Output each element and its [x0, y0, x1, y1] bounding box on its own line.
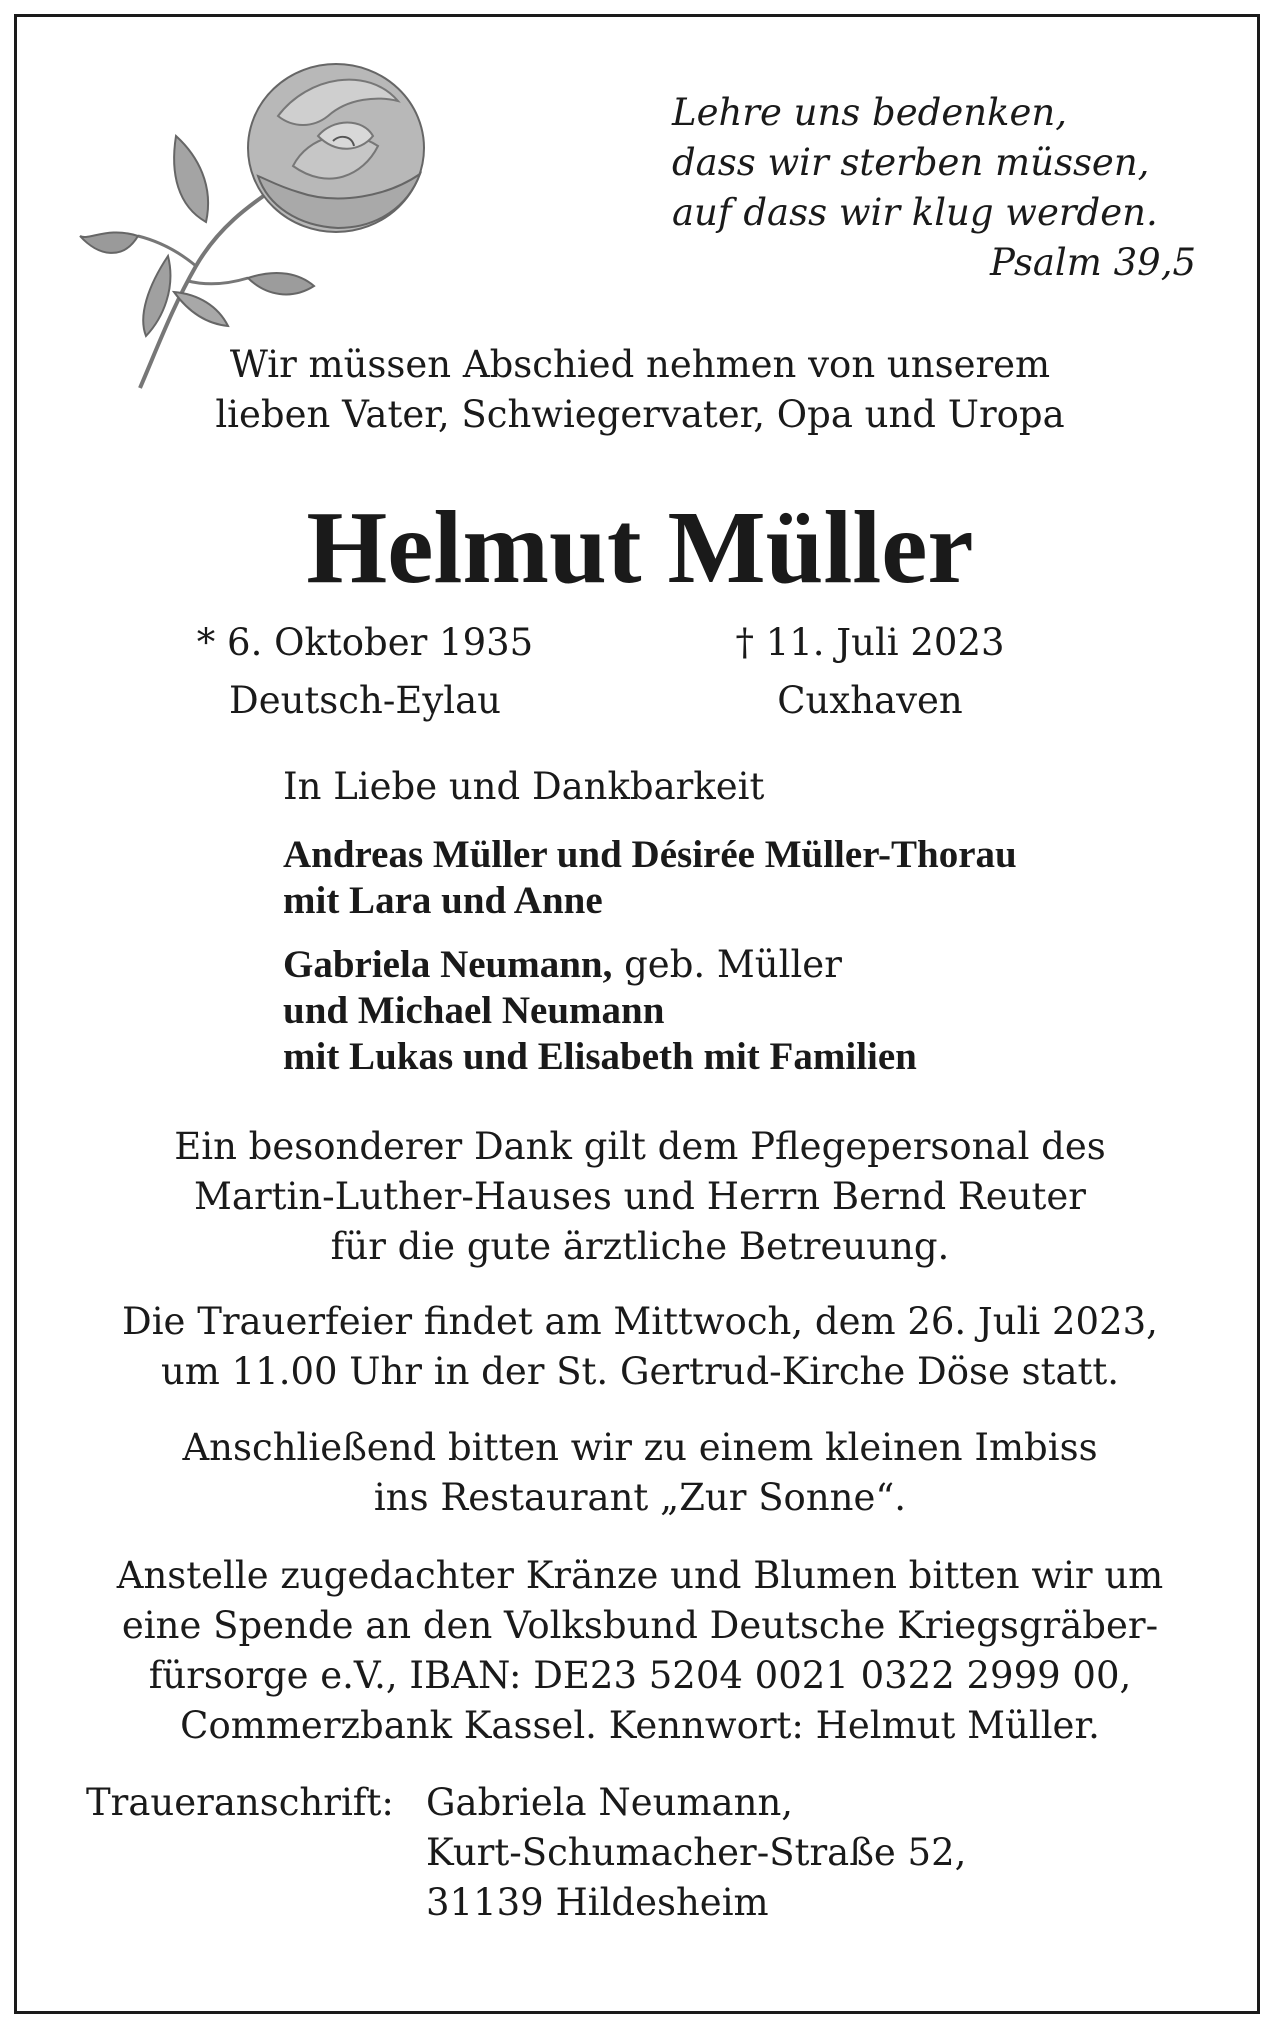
thanks-line: Ein besonderer Dank gilt dem Pflegepersonal des: [174, 1125, 1106, 1168]
donation-line: Anstelle zugedachter Kränze und Blumen bitten wir um: [116, 1554, 1164, 1597]
intro-text: [0, 340, 1280, 440]
address-lines: [426, 1778, 966, 1928]
mourner-group: [283, 942, 1183, 1080]
mourner-name: Gabriela Neumann,: [283, 943, 613, 986]
donation-line: fürsorge e.V., IBAN: DE23 5204 0021 0322 2999 00,: [148, 1654, 1132, 1697]
mourner-line: und Michael Neumann: [283, 989, 665, 1032]
mourners-lead: In Liebe und Dankbarkeit: [283, 765, 765, 808]
verse-line: dass wir sterben müssen,: [672, 141, 1150, 184]
address-line: Gabriela Neumann,: [426, 1781, 794, 1824]
intro-line: Wir müssen Abschied nehmen von unserem: [229, 343, 1051, 386]
mourners-list: [283, 764, 1183, 1098]
verse-reference: Psalm 39,5: [989, 241, 1196, 284]
mourner-maiden-name: geb. Müller: [612, 943, 842, 986]
reception-line: ins Restaurant „Zur Sonne“.: [373, 1476, 907, 1519]
donation-text: [0, 1551, 1280, 1751]
mourner-line: mit Lukas und Elisabeth mit Familien: [283, 1035, 917, 1078]
psalm-verse: [636, 88, 1196, 288]
birth-info: [135, 614, 595, 730]
verse-line: auf dass wir klug werden.: [672, 191, 1158, 234]
thanks-text: [0, 1122, 1280, 1272]
reception-line: Anschließend bitten wir zu einem kleinen Imbiss: [182, 1426, 1098, 1469]
donation-line: Commerzbank Kassel. Kennwort: Helmut Müller.: [180, 1704, 1100, 1747]
service-text: [0, 1297, 1280, 1397]
death-info: [640, 614, 1100, 730]
reception-text: [0, 1423, 1280, 1523]
intro-line: lieben Vater, Schwiegervater, Opa und Uropa: [215, 393, 1065, 436]
death-place: Cuxhaven: [777, 679, 963, 722]
service-line: Die Trauerfeier findet am Mittwoch, dem 26. Juli 2023,: [122, 1300, 1158, 1343]
mourner-line: Andreas Müller und Désirée Müller-Thorau: [283, 833, 1017, 876]
verse-line: Lehre uns bedenken,: [672, 91, 1067, 134]
address-line: 31139 Hildesheim: [426, 1881, 769, 1924]
address-label: Traueranschrift:: [86, 1781, 394, 1824]
address-line: Kurt-Schumacher-Straße 52,: [426, 1831, 967, 1874]
mourner-line: mit Lara und Anne: [283, 879, 603, 922]
death-date: † 11. Juli 2023: [735, 621, 1005, 664]
thanks-line: für die gute ärztliche Betreuung.: [330, 1225, 950, 1268]
donation-line: eine Spende an den Volksbund Deutsche Kriegsgräber-: [121, 1604, 1159, 1647]
deceased-name: Helmut Müller: [306, 490, 974, 605]
thanks-line: Martin-Luther-Hauses und Herrn Bernd Reuter: [194, 1175, 1086, 1218]
birth-date: * 6. Oktober 1935: [196, 621, 534, 664]
mourner-group: [283, 832, 1183, 924]
service-line: um 11.00 Uhr in der St. Gertrud-Kirche Döse statt.: [160, 1350, 1120, 1393]
birth-place: Deutsch-Eylau: [229, 679, 501, 722]
